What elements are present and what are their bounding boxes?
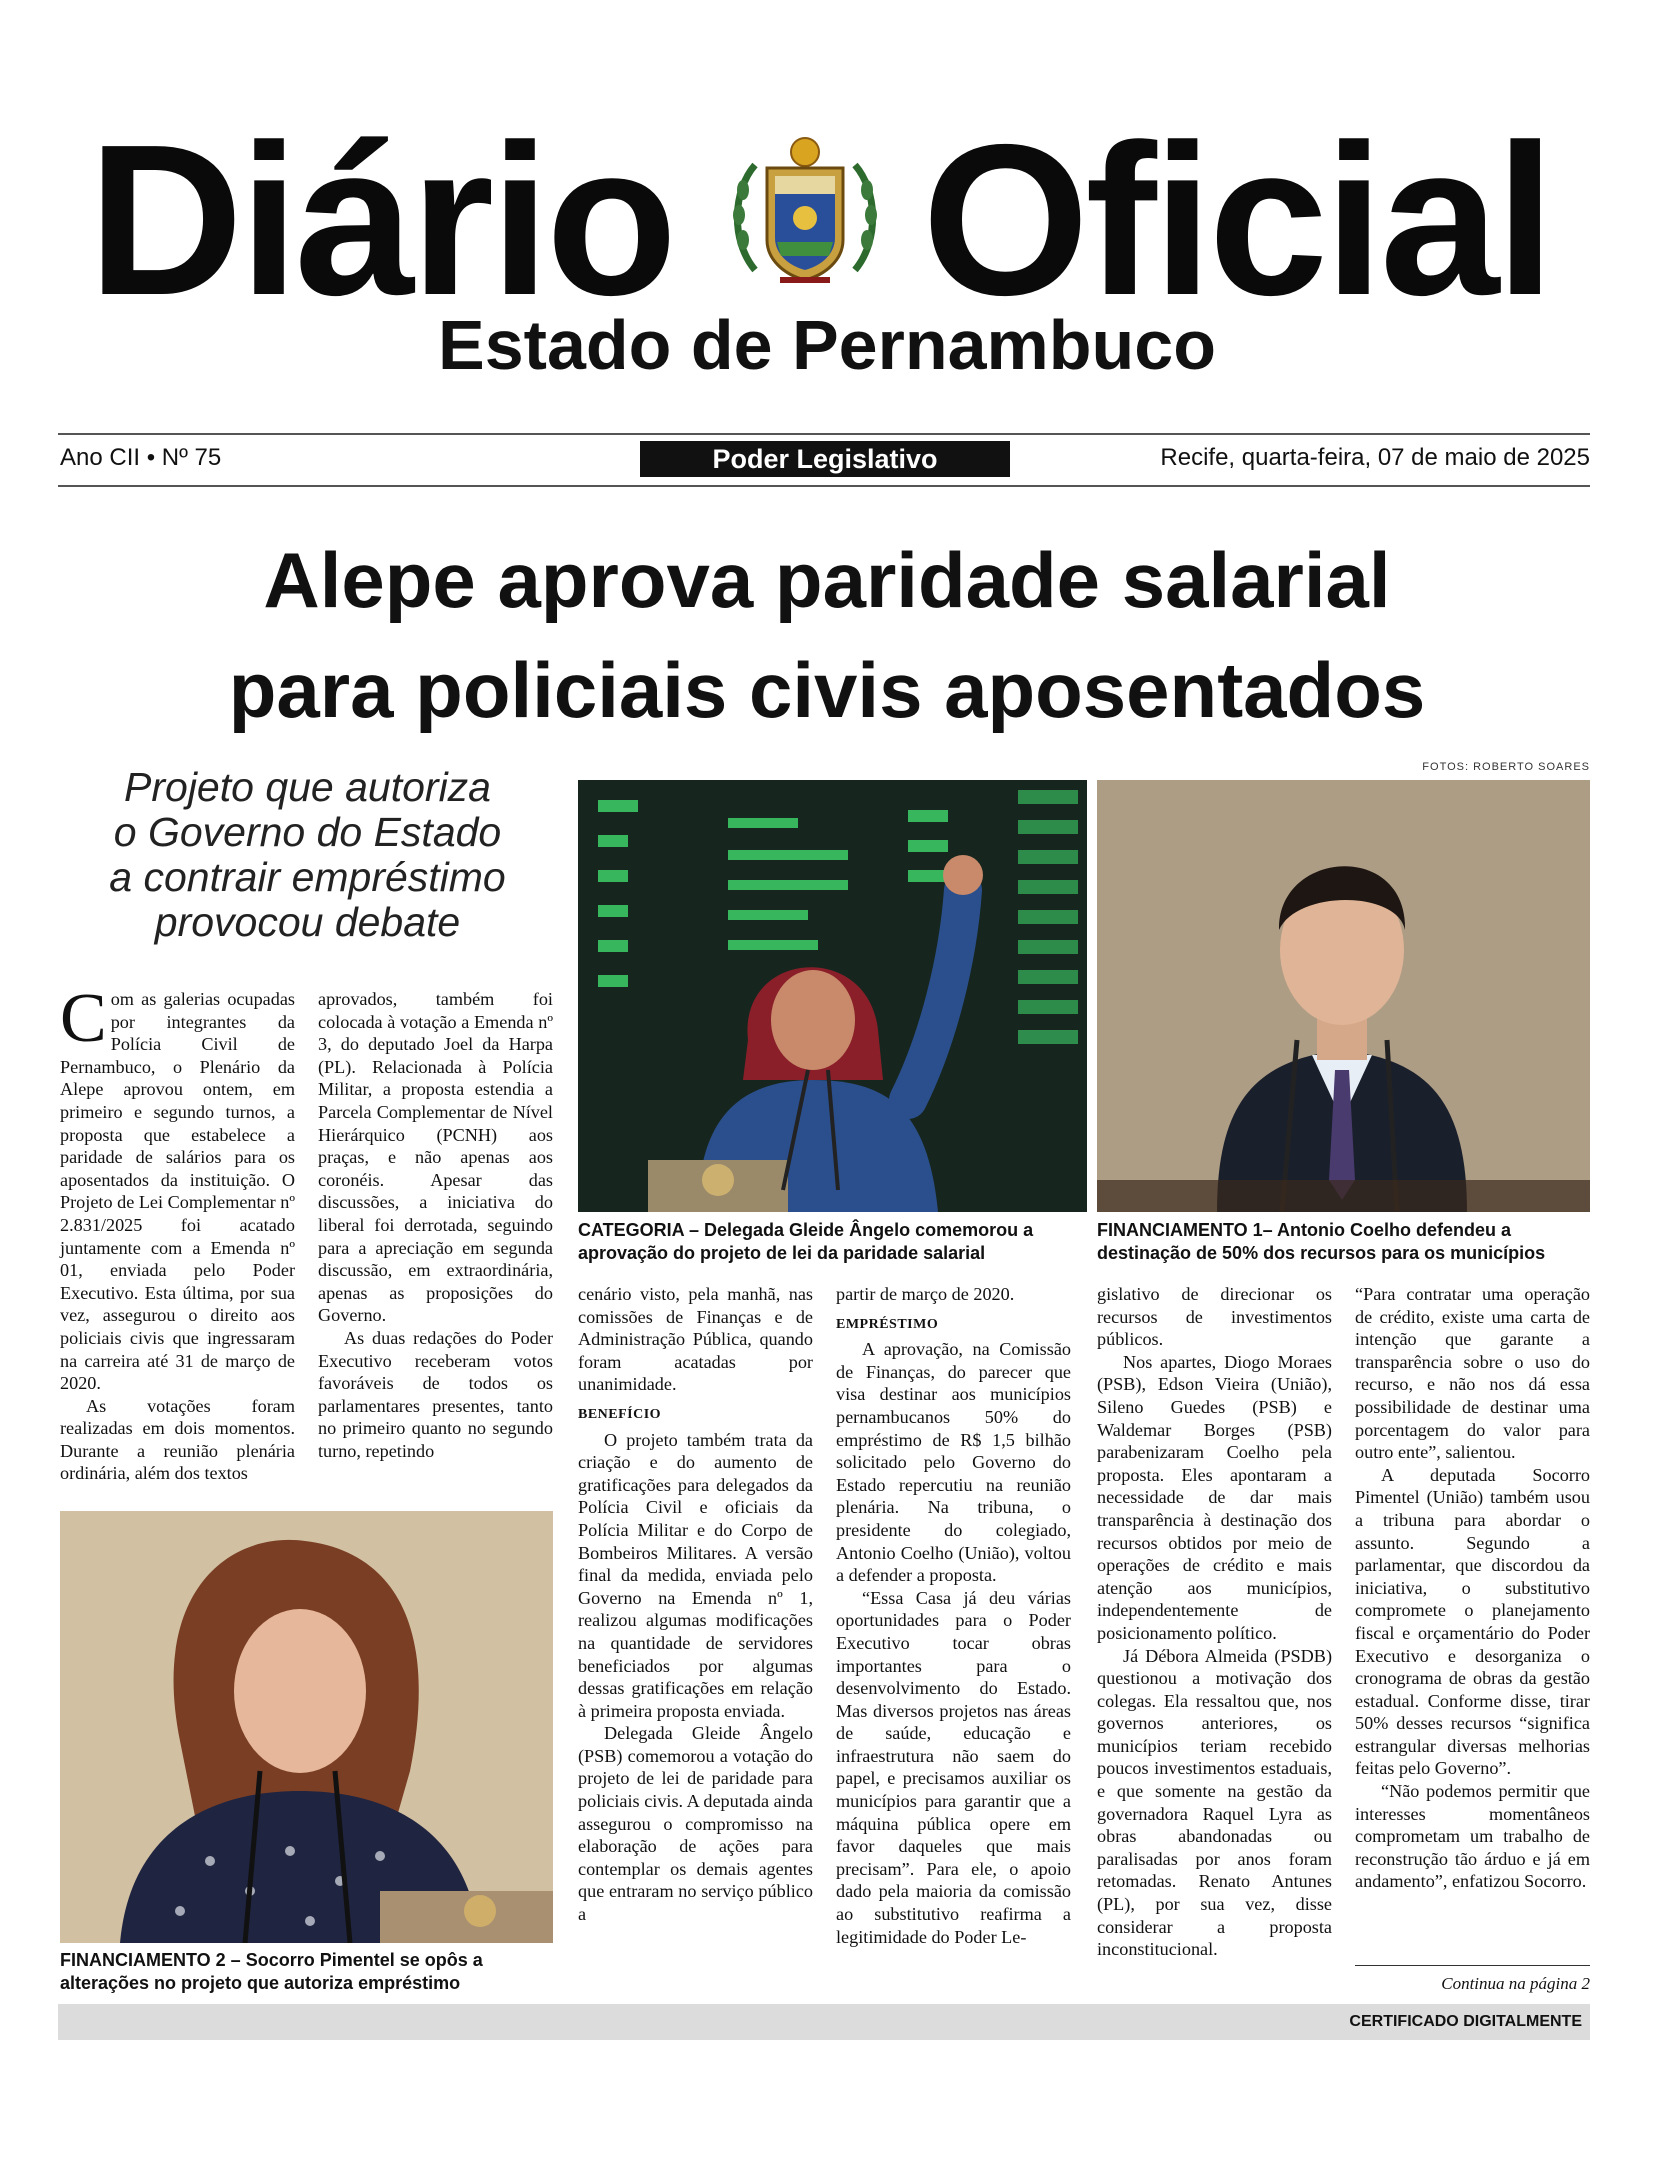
digital-certificate-label: CERTIFICADO DIGITALMENTE xyxy=(1349,2013,1582,2030)
photo-socorro-pimentel xyxy=(60,1511,553,1943)
caption-photo-1 xyxy=(578,1219,1087,1265)
headline xyxy=(60,525,1594,745)
article-paragraph: Com as galerias ocupadas por integrantes da Polícia Civil de Pernambuco, o Plenário da Alepe aprovou ontem, em primeiro e segundo turnos, a proposta que estabelece a paridade de salários para os aposentados da instituição. O Projeto de Lei Complementar nº 2.831/2025 foi acatado juntamente com a Emenda nº 01, enviada pelo Poder Executivo. Esta última, por sua vez, assegurou o direito aos policiais civis que ingressaram na carreira até 31 de março de 2020. xyxy=(60,980,295,1394)
article-column-6 xyxy=(1355,1283,1590,1893)
drop-cap: C xyxy=(60,980,107,1057)
article-paragraph: “Essa Casa já deu várias oportunidades para o Poder Executivo tocar obras importantes para o desenvolvimento do Estado. Mas diversos projetos nas áreas de saúde, educação e infraestrutura não saem do papel, e precisamos auxiliar os municípios para garantir que a máquina pública opere em favor daqueles que mais precisam”. Para ele, o apoio dado pela maioria da comissão ao substitutivo reafirma a legitimidade do Poder Le- xyxy=(836,1587,1071,1947)
article-column-2 xyxy=(318,988,553,1462)
section-heading-beneficio: BENEFÍCIO xyxy=(578,1406,662,1422)
photo-credit: FOTOS: ROBERTO SOARES xyxy=(1422,761,1590,773)
masthead-subtitle: Estado de Pernambuco xyxy=(438,306,1216,384)
article-paragraph: Já Débora Almeida (PSDB) questionou a motivação dos colegas. Ela ressaltou que, nos governos anteriores, os municípios teriam recebido poucos investimentos estaduais, e que somente na gestão da governadora Raquel Lyra as obras abandonadas ou paralisadas por anos foram retomadas. Renato Antunes (PL), por sua vez, disse considerar a proposta inconstitucional. xyxy=(1097,1645,1332,1960)
photo-antonio-coelho xyxy=(1097,780,1590,1212)
continua-rule xyxy=(1355,1965,1590,1966)
article-paragraph: A aprovação, na Comissão de Finanças, do parecer que visa destinar aos municípios pernambucanos 50% do empréstimo de R$ 1,5 bilhão solicitado pelo Governo do Estado repercutiu na reunião plenária. Na tribuna, o presidente do colegiado, Antonio Coelho (União), voltou a defender a proposta. xyxy=(836,1339,1071,1586)
dek-line-3: a contrair empréstimo xyxy=(109,854,506,900)
caption-photo-2 xyxy=(1097,1219,1590,1265)
continua-link[interactable]: Continua na página 2 xyxy=(1441,1974,1590,1993)
article-paragraph: Nos apartes, Diogo Moraes (PSB), Edson Vieira (União), Sileno Guedes (PSB) e Waldemar Borges (PSB) parabenizaram Coelho pela proposta. Eles apontaram a necessidade de dar mais transparência à destinação dos recursos obtidos por meio de operações de crédito e mais atenção aos municípios, independentemente de posicionamento político. xyxy=(1097,1351,1332,1643)
caption-text: Antonio Coelho defendeu a destinação de 50% dos recursos para os municípios xyxy=(1097,1220,1546,1263)
article-paragraph: A deputada Socorro Pimentel (União) também usou a tribuna para abordar o assunto. Segundo a parlamentar, que discordou da iniciativa, o substitutivo compromete o planejamento fiscal e orçamentário do Poder Executivo e desorganiza o cronograma de obras da gestão estadual. Conforme disse, tirar 50% desses recursos “significa estrangular diversas melhorias feitas pelo Governo”. xyxy=(1355,1464,1590,1779)
photo-gleide-angelo xyxy=(578,780,1087,1212)
dek-line-4: provocou debate xyxy=(154,899,461,945)
state-coat-of-arms-icon xyxy=(725,130,885,290)
caption-text: Socorro Pimentel se opôs a alterações no projeto que autoriza empréstimo xyxy=(60,1950,483,1993)
dek-line-2: o Governo do Estado xyxy=(113,809,502,855)
article-paragraph: Delegada Gleide Ângelo (PSB) comemorou a votação do projeto de lei de paridade para policiais civis. A deputada ainda assegurou o compromisso na elaboração de ações para contemplar os demais agentes que entraram no serviço público a xyxy=(578,1723,813,1925)
caption-text: Delegada Gleide Ângelo comemorou a aprovação do projeto de lei da paridade salarial xyxy=(578,1220,1034,1263)
caption-label: CATEGORIA – xyxy=(578,1220,700,1240)
article-paragraph: As votações foram realizadas em dois momentos. Durante a reunião plenária ordinária, além dos textos xyxy=(60,1395,295,1484)
dateline: Recife, quarta-feira, 07 de maio de 2025 xyxy=(1160,444,1590,471)
caption-label: FINANCIAMENTO 1– xyxy=(1097,1220,1273,1240)
article-column-3 xyxy=(578,1283,813,1926)
article-paragraph: partir de março de 2020. xyxy=(836,1284,1015,1304)
dek xyxy=(60,765,555,945)
article-paragraph: cenário visto, pela manhã, nas comissões de Finanças e de Administração Pública, quando foram acatadas por unanimidade. xyxy=(578,1284,813,1395)
section-heading-emprestimo: EMPRÉSTIMO xyxy=(836,1316,939,1332)
article-column-1 xyxy=(60,980,295,1485)
top-rule xyxy=(58,433,1590,435)
article-column-4 xyxy=(836,1283,1071,1948)
edition-number: Ano CII • Nº 75 xyxy=(60,444,222,471)
headline-line-1: Alepe aprova paridade salarial xyxy=(263,536,1391,624)
masthead-title-right: Oficial xyxy=(922,99,1552,340)
article-paragraph: “Não podemos permitir que interesses momentâneos comprometam um trabalho de reconstrução tão árduo e já em andamento”, enfatizou Socorro. xyxy=(1355,1781,1590,1892)
article-paragraph: aprovados, também foi colocada à votação a Emenda nº 3, do deputado Joel da Harpa (PL). Relacionada à Polícia Militar, a proposta estendia a Parcela Complementar de Nível Hierárquico (PCNH) aos praças, e não apenas aos coronéis. Apesar das discussões, a iniciativa do liberal foi derrotada, seguindo para a apreciação em segunda discussão, em extraordinária, apenas as proposições do Governo. xyxy=(318,989,553,1326)
article-paragraph: O projeto também trata da criação e do aumento de gratificações para delegados da Polícia Civil e oficiais da Polícia Militar e do Corpo de Bombeiros Militares. A versão final da medida, enviada pelo Governo na Emenda nº 1, realizou algumas modificações na quantidade de servidores beneficiados por algumas dessas gratificações em relação à primeira proposta enviada. xyxy=(578,1429,813,1721)
article-paragraph: gislativo de direcionar os recursos de investimentos públicos. xyxy=(1097,1284,1332,1350)
bottom-rule xyxy=(58,485,1590,487)
section-label: Poder Legislativo xyxy=(640,441,1010,477)
caption-label: FINANCIAMENTO 2 – xyxy=(60,1950,241,1970)
article-paragraph: As duas redações do Poder Executivo receberam votos favoráveis de todos os parlamentares presentes, tanto no primeiro quanto no segundo turno, repetindo xyxy=(318,1327,553,1461)
headline-line-2: para policiais civis aposentados xyxy=(228,646,1426,734)
article-paragraph: “Para contratar uma operação de crédito, existe uma carta de intenção que garante a transparência sobre o uso do recurso, e não nos dá essa possibilidade de destinar uma porcentagem do valor para outro ente”, salientou. xyxy=(1355,1284,1590,1463)
article-column-5 xyxy=(1097,1283,1332,1961)
caption-photo-3 xyxy=(60,1949,553,1995)
dek-line-1: Projeto que autoriza xyxy=(124,764,491,810)
masthead-title-left: Diário xyxy=(88,99,674,340)
